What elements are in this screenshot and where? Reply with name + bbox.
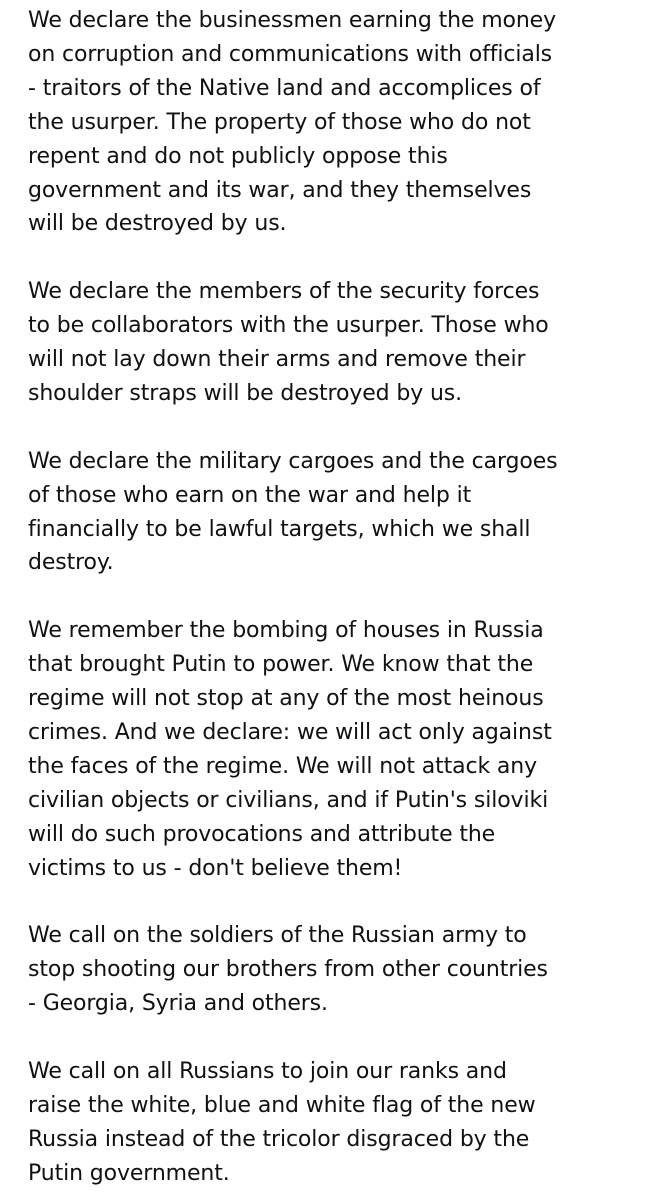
text-line: will not lay down their arms and remove their [28, 347, 526, 373]
text-line: We declare the military cargoes and the cargoes [28, 448, 558, 474]
text-line: to be collaborators with the usurper. Those who [28, 313, 549, 339]
text-line: destroy. [28, 550, 114, 576]
text-line: crimes. And we declare: we will act only against [28, 719, 552, 745]
text-line: - traitors of the Native land and accomplices of [28, 75, 541, 101]
paragraph-businessmen [28, 4, 656, 241]
text-line: We declare the members of the security forces [28, 279, 540, 305]
text-line: will be destroyed by us. [28, 211, 287, 237]
text-line: Russia instead of the tricolor disgraced by the [28, 1126, 530, 1152]
paragraph-bombing-of-houses [28, 614, 656, 885]
text-line: that brought Putin to power. We know that the [28, 652, 534, 678]
paragraph-spacer [28, 411, 656, 445]
text-line: on corruption and communications with officials [28, 41, 553, 67]
paragraph-call-on-russians [28, 1055, 656, 1191]
text-line: raise the white, blue and white flag of the new [28, 1092, 536, 1118]
text-line: stop shooting our brothers from other countries [28, 957, 548, 983]
text-line: civilian objects or civilians, and if Putin's siloviki [28, 787, 549, 813]
text-line: repent and do not publicly oppose this [28, 143, 448, 169]
paragraph-spacer [28, 1021, 656, 1055]
text-line: - Georgia, Syria and others. [28, 991, 328, 1017]
paragraph-security-forces [28, 275, 656, 411]
paragraph-call-on-soldiers [28, 919, 656, 1021]
text-line: We declare the businessmen earning the money [28, 8, 556, 33]
text-line: victims to us - don't believe them! [28, 855, 403, 881]
text-line: will do such provocations and attribute the [28, 821, 496, 847]
text-line: We call on the soldiers of the Russian army to [28, 923, 527, 949]
text-line: the faces of the regime. We will not attack any [28, 753, 538, 779]
text-line: Putin government. [28, 1160, 230, 1186]
text-line: shoulder straps will be destroyed by us. [28, 380, 463, 406]
text-line: financially to be lawful targets, which we shall [28, 516, 531, 542]
paragraph-spacer [28, 886, 656, 920]
text-line: government and its war, and they themselves [28, 177, 532, 203]
text-line: the usurper. The property of those who do not [28, 109, 531, 135]
text-line: of those who earn on the war and help it [28, 482, 472, 508]
text-line: regime will not stop at any of the most heinous [28, 686, 544, 712]
paragraph-spacer [28, 241, 656, 275]
paragraph-spacer [28, 580, 656, 614]
paragraph-military-cargoes [28, 445, 656, 581]
text-line: We call on all Russians to join our ranks and [28, 1059, 507, 1085]
text-line: We remember the bombing of houses in Russia [28, 618, 544, 644]
